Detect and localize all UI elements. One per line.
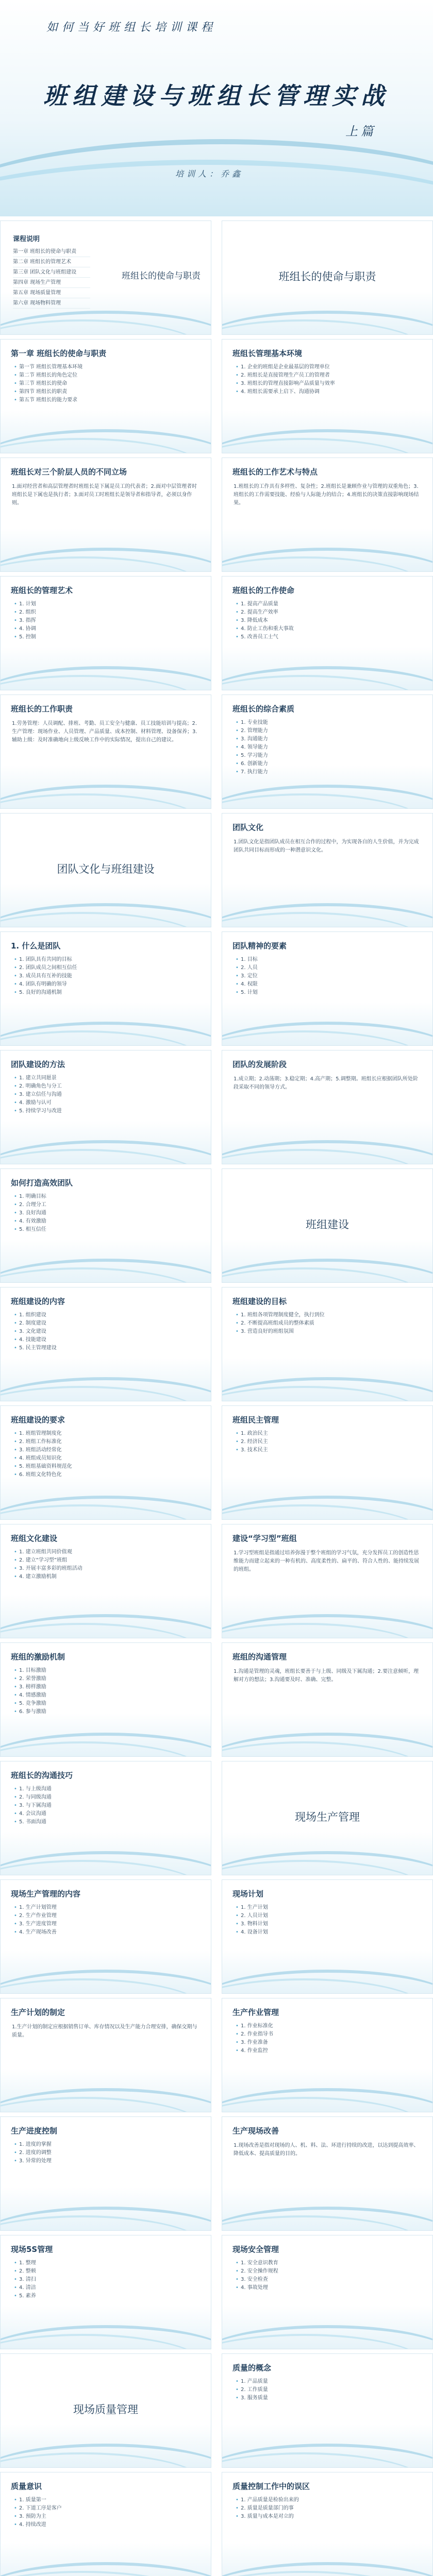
- slide-title: 班组民主管理: [232, 1415, 279, 1425]
- bullet-item: • 7. 执行能力: [236, 768, 422, 776]
- bullet-item: • 1. 建立共同愿景: [14, 1074, 201, 1082]
- bullet-item: • 4. 防止工伤和重大事故: [236, 625, 422, 633]
- bullet-item: • 1. 与上级沟通: [14, 1785, 201, 1793]
- bullet-item: • 5. 学习能力: [236, 752, 422, 760]
- bullet-item: • 3. 建立信任与沟通: [14, 1091, 201, 1099]
- bullet-item: • 1. 生产计划: [236, 1904, 422, 1912]
- bullet-list: [14, 956, 201, 997]
- bullet-item: • 2. 进度的调整: [14, 2149, 201, 2157]
- bullet-item: • 2. 合理分工: [14, 1201, 201, 1209]
- section-title: 团队文化与班组建设: [57, 863, 155, 875]
- bullet-item: • 第四节 班组长的职责: [14, 388, 201, 396]
- slide-title: 班组建设的内容: [11, 1297, 65, 1306]
- bullet-item: • 3. 良好沟通: [14, 1209, 201, 1217]
- slide: [0, 1761, 211, 1875]
- bullet-item: • 3. 质量与成本是对立的: [236, 2513, 422, 2521]
- bullet-item: • 1. 目标: [236, 956, 422, 964]
- bullet-list: [14, 1785, 201, 1826]
- bullet-item: • 4. 会议沟通: [14, 1810, 201, 1818]
- bullet-item: • 2. 工作质量: [236, 2386, 422, 2394]
- bullet-item: • 5. 良好的沟通机制: [14, 989, 201, 997]
- slide: [222, 221, 433, 335]
- slide-title: 团队精神的要素: [232, 941, 287, 951]
- slide: [222, 1879, 433, 1994]
- bullet-item: • 5. 控制: [14, 633, 201, 641]
- bullet-item: • 2. 制度建设: [14, 1319, 201, 1328]
- slide: [0, 694, 211, 809]
- slide: [222, 2353, 433, 2468]
- bullet-item: • 5. 素养: [14, 2292, 201, 2300]
- bullet-item: • 2. 下道工序是客户: [14, 2504, 201, 2513]
- slide-title: 质量意识: [11, 2482, 42, 2491]
- bullet-item: • 1. 生产计划管理: [14, 1904, 201, 1912]
- slide-title: 现场5S管理: [11, 2245, 53, 2254]
- slide-title: 建设“学习型”班组: [232, 1534, 297, 1543]
- bullet-list: [14, 2496, 201, 2529]
- section-title: 班组长的使命与职责: [278, 270, 376, 283]
- bullet-item: • 3. 技术民主: [236, 1446, 422, 1454]
- bullet-item: • 5. 竞争激励: [14, 1700, 201, 1708]
- bullet-item: • 6. 参与激励: [14, 1708, 201, 1716]
- slide: [222, 1998, 433, 2112]
- bullet-item: • 1. 产品质量: [236, 2378, 422, 2386]
- bullet-item: • 第五节 班组长的能力要求: [14, 396, 201, 404]
- bullet-item: • 2. 班组工作标准化: [14, 1438, 201, 1446]
- bullet-item: • 6. 创新能力: [236, 760, 422, 768]
- bullet-item: • 5. 民主管理建设: [14, 1344, 201, 1352]
- bullet-item: • 2. 荣誉激励: [14, 1675, 201, 1683]
- slide-title: 团队建设的方法: [11, 1060, 65, 1069]
- bullet-item: • 2. 人员计划: [236, 1912, 422, 1920]
- section-title: 现场生产管理: [295, 1811, 360, 1823]
- slide-grid: [0, 216, 433, 2576]
- bullet-item: • 3. 开展丰富多彩的班组活动: [14, 1565, 201, 1573]
- bullet-item: • 3. 班组长的管理直接影响产品质量与效率: [236, 380, 422, 388]
- bullet-item: • 4. 权限: [236, 980, 422, 989]
- bullet-item: • 3. 物料计划: [236, 1920, 422, 1928]
- slide: [222, 1168, 433, 1283]
- bullet-item: • 2. 不断提高班组成员的整体素质: [236, 1319, 422, 1328]
- bullet-item: • 4. 情感激励: [14, 1691, 201, 1700]
- slide: [0, 931, 211, 1046]
- slide: [0, 1879, 211, 1994]
- slide-paragraph: 1.劳务管理：人员调配、排班、考勤、员工安全与健康、员工技能培训与提高；2.生产管理：现场作业、人员管理、产品质量、成本控制、材料管理、设备保养；3.辅助上级：及时准确地向上级反映工作中的实际情况，提出自己的建议。: [12, 721, 197, 743]
- bullet-item: • 5. 改善员工士气: [236, 633, 422, 641]
- toc-item: 第一章 班组长的使命与职责: [13, 247, 90, 257]
- slide: [0, 1287, 211, 1401]
- bullet-item: • 1. 企业的班组是企业最基层的管理单位: [236, 363, 422, 371]
- bullet-item: • 5. 书面沟通: [14, 1818, 201, 1826]
- bullet-list: [236, 363, 422, 396]
- slide-title: 生产进度控制: [11, 2126, 58, 2136]
- bullet-item: • 6. 班组文化特色化: [14, 1471, 201, 1479]
- slide-paragraph: 1.生产计划的制定应根据销售订单、库存情况以及生产能力合理安排，确保交期与质量。: [12, 2024, 197, 2038]
- slide: [0, 1405, 211, 1520]
- slide: [222, 1524, 433, 1638]
- bullet-item: • 1. 班组管理制度化: [14, 1430, 201, 1438]
- slide: [0, 221, 211, 335]
- slide-paragraph: 1.成立期；2.动荡期；3.稳定期；4.高产期；5.调整期。班组长应根据团队所处阶段采取不同的领导方式。: [234, 1076, 418, 1090]
- bullet-item: • 3. 安全检查: [236, 2276, 422, 2284]
- slide-title: 1. 什么是团队: [11, 941, 61, 951]
- slide-paragraph: 1.沟通是管理的灵魂，班组长要善于与上级、同级及下属沟通；2.要注意倾听，理解对方的想法；3.沟通要及时、准确、完整。: [234, 1669, 419, 1683]
- slide-paragraph: 1.学习型班组是指通过培养弥漫于整个班组的学习气氛，充分发挥员工的创造性思维能力而建立起来的一种有机的、高度柔性的、扁平的、符合人性的、能持续发展的班组。: [234, 1550, 419, 1572]
- toc-side-title: 班组长的使命与职责: [122, 271, 201, 281]
- bullet-item: • 第二节 班组长的角色定位: [14, 371, 201, 380]
- bullet-item: • 2. 班组长是直接管理生产员工的管理者: [236, 371, 422, 380]
- bullet-item: • 4. 班组成员知识化: [14, 1454, 201, 1463]
- cover-presenter: 培训人：乔鑫: [175, 169, 244, 179]
- bullet-list: [14, 1311, 201, 1352]
- bullet-item: • 3. 榜样激励: [14, 1683, 201, 1691]
- slide: [222, 1050, 433, 1164]
- slide: [0, 2353, 211, 2468]
- slide: [222, 576, 433, 690]
- slide-title: 班组长的工作艺术与特点: [232, 467, 318, 477]
- slide-title: 生产现场改善: [232, 2126, 279, 2136]
- bullet-item: • 3. 降低成本: [236, 617, 422, 625]
- bullet-item: • 4. 作业监控: [236, 2047, 422, 2055]
- bullet-item: • 3. 成员具有互补的技能: [14, 972, 201, 980]
- bullet-item: • 2. 生产作业管理: [14, 1912, 201, 1920]
- slide-title: 质量控制工作中的误区: [232, 2482, 310, 2491]
- bullet-list: [14, 1074, 201, 1115]
- bullet-item: • 2. 整顿: [14, 2267, 201, 2276]
- cover-subtitle: 如何当好班组长培训课程: [46, 21, 217, 34]
- bullet-list: [14, 2259, 201, 2300]
- slide: [222, 1405, 433, 1520]
- bullet-item: • 4. 协调: [14, 625, 201, 633]
- slide: [222, 457, 433, 572]
- bullet-item: • 1. 提高产品质量: [236, 600, 422, 608]
- slide-title: 班组长管理基本环境: [232, 349, 303, 358]
- bullet-item: • 2. 明确角色与分工: [14, 1082, 201, 1091]
- bullet-item: • 5. 班组基础资料规范化: [14, 1463, 201, 1471]
- bullet-item: • 1. 进度的掌握: [14, 2141, 201, 2149]
- slide: [222, 1642, 433, 1757]
- bullet-item: • 4. 设备计划: [236, 1928, 422, 1937]
- bullet-list: [236, 600, 422, 641]
- bullet-item: • 3. 与下属沟通: [14, 1802, 201, 1810]
- bullet-list: [14, 1548, 201, 1581]
- bullet-item: • 2. 管理能力: [236, 727, 422, 735]
- slide-title: 班组建设的目标: [232, 1297, 287, 1306]
- bullet-item: • 第一节 班组长管理基本环境: [14, 363, 201, 371]
- bullet-list: [236, 956, 422, 997]
- bullet-item: • 1. 明确目标: [14, 1193, 201, 1201]
- slide: [0, 339, 211, 453]
- slide: [0, 1998, 211, 2112]
- bullet-item: • 2. 组织: [14, 608, 201, 617]
- bullet-item: • 4. 激励与认可: [14, 1099, 201, 1107]
- toc-item: 第四章 现场生产管理: [13, 278, 90, 288]
- bullet-item: • 1. 建立班组共同价值观: [14, 1548, 201, 1556]
- bullet-item: • 2. 团队成员之间相互信任: [14, 964, 201, 972]
- slide: [222, 2472, 433, 2576]
- bullet-item: • 3. 预防为主: [14, 2513, 201, 2521]
- slide: [0, 1050, 211, 1164]
- bullet-item: • 1. 计划: [14, 600, 201, 608]
- bullet-item: • 4. 技能建设: [14, 1336, 201, 1344]
- toc-list: [13, 247, 90, 309]
- bullet-item: • 3. 清扫: [14, 2276, 201, 2284]
- bullet-list: [14, 1430, 201, 1479]
- bullet-item: • 1. 政治民主: [236, 1430, 422, 1438]
- section-title: 班组建设: [306, 1218, 349, 1231]
- slide-title: 现场生产管理的内容: [11, 1889, 81, 1899]
- cover-volume: 上篇: [345, 124, 376, 139]
- bullet-item: • 2. 质量是质量部门的事: [236, 2504, 422, 2513]
- slide-title: 第一章 班组长的使命与职责: [11, 349, 107, 358]
- slide-title: 班组长的工作职责: [11, 704, 73, 714]
- bullet-list: [14, 1904, 201, 1937]
- slide: [0, 2472, 211, 2576]
- bullet-item: • 3. 营造良好的班组氛围: [236, 1328, 422, 1336]
- slide-title: 团队的发展阶段: [232, 1060, 287, 1069]
- bullet-list: [236, 1430, 422, 1454]
- bullet-list: [14, 2141, 201, 2165]
- bullet-item: • 4. 持续改进: [14, 2521, 201, 2529]
- slide: [0, 457, 211, 572]
- bullet-list: [236, 719, 422, 776]
- slide: [222, 694, 433, 809]
- slide: [0, 813, 211, 927]
- slide-title: 班组长的综合素质: [232, 704, 295, 714]
- bullet-list: [236, 1311, 422, 1336]
- bullet-item: • 4. 生产现场改善: [14, 1928, 201, 1937]
- slide-title: 班组的沟通管理: [232, 1652, 287, 1662]
- slide-title: 班组的激励机制: [11, 1652, 65, 1662]
- slide-title: 班组长的沟通技巧: [11, 1771, 73, 1780]
- bullet-list: [236, 2378, 422, 2402]
- bullet-item: • 1. 作业标准化: [236, 2022, 422, 2030]
- bullet-item: • 4. 团队有明确的领导: [14, 980, 201, 989]
- bullet-item: • 3. 指挥: [14, 617, 201, 625]
- slide: [222, 339, 433, 453]
- bullet-list: [236, 2259, 422, 2292]
- bullet-item: • 3. 生产进度管理: [14, 1920, 201, 1928]
- slide-title: 现场计划: [232, 1889, 264, 1899]
- bullet-item: • 1. 组织建设: [14, 1311, 201, 1319]
- slide: [222, 1761, 433, 1875]
- slide-paragraph: 1.班组长的工作具有多样性、复杂性；2.班组长是兼顾作业与管理的双重角色；3.班组长的工作需要技能、经验与人际能力的结合；4.班组长的决策直接影响现场结果。: [234, 484, 419, 506]
- bullet-item: • 1. 团队具有共同的目标: [14, 956, 201, 964]
- cover-slide: [0, 0, 433, 216]
- bullet-item: • 1. 产品质量是检验出来的: [236, 2496, 422, 2504]
- slide-title: 生产计划的制定: [11, 2008, 65, 2017]
- bullet-list: [236, 2496, 422, 2521]
- bullet-item: • 5. 相互信任: [14, 1226, 201, 1234]
- slide-title: 质量的概念: [232, 2363, 272, 2372]
- slide-title: 班组建设的要求: [11, 1415, 65, 1425]
- slide: [0, 2235, 211, 2349]
- bullet-item: • 2. 与同级沟通: [14, 1793, 201, 1802]
- slide: [222, 931, 433, 1046]
- slide: [0, 1168, 211, 1283]
- bullet-list: [236, 1904, 422, 1937]
- bullet-item: • 2. 人员: [236, 964, 422, 972]
- slide: [222, 1287, 433, 1401]
- slide: [222, 2116, 433, 2231]
- bullet-item: • 4. 建立激励机制: [14, 1573, 201, 1581]
- slide: [222, 813, 433, 927]
- bullet-item: • 4. 清洁: [14, 2284, 201, 2292]
- bullet-item: • 5. 计划: [236, 989, 422, 997]
- slide-title: 班组长对三个阶层人员的不同立场: [11, 467, 127, 477]
- cover-title: 班组建设与班组长管理实战: [43, 82, 390, 110]
- bullet-item: • 1. 班组各项管理制度健全，执行到位: [236, 1311, 422, 1319]
- slide: [0, 576, 211, 690]
- bullet-list: [236, 2022, 422, 2055]
- bullet-item: • 第三节 班组长的使命: [14, 380, 201, 388]
- slide-paragraph: 1.团队文化是指团队成员在相互合作的过程中，为实现各自的人生价值，并为完成团队共同目标而形成的一种潜意识文化。: [234, 839, 419, 853]
- bullet-list: [14, 363, 201, 404]
- bullet-item: • 2. 建立“学习型”班组: [14, 1556, 201, 1565]
- bullet-item: • 1. 整理: [14, 2259, 201, 2267]
- bullet-item: • 3. 班组活动经常化: [14, 1446, 201, 1454]
- slide: [0, 2116, 211, 2231]
- bullet-item: • 2. 作业指导书: [236, 2030, 422, 2039]
- slide: [222, 2235, 433, 2349]
- bullet-item: • 3. 沟通能力: [236, 735, 422, 743]
- bullet-item: • 5. 持续学习与改进: [14, 1107, 201, 1115]
- toc-item: 第五章 现场质量管理: [13, 288, 90, 298]
- bullet-item: • 2. 经济民主: [236, 1438, 422, 1446]
- bullet-item: • 4. 班组长需要承上启下、沟通协调: [236, 388, 422, 396]
- slide-paragraph: 1.面对经营者和高层管理者时班组长是下属是员工的代表者；2.面对中层管理者时班组长是下属也是执行者；3.面对员工时班组长是领导者和指导者，必须以身作则。: [12, 484, 197, 506]
- bullet-list: [14, 600, 201, 641]
- slide: [0, 1642, 211, 1757]
- bullet-item: • 3. 文化建设: [14, 1328, 201, 1336]
- slide-title: 如何打造高效团队: [11, 1178, 73, 1188]
- bullet-item: • 3. 作业准备: [236, 2039, 422, 2047]
- toc-item: 第六章 现场物料管理: [13, 298, 90, 309]
- slide-title: 班组长的工作使命: [232, 586, 295, 595]
- bullet-list: [14, 1667, 201, 1716]
- slide-paragraph: 1.现场改善是指对现场的人、机、料、法、环进行持续的改进，以达到提高效率、降低成本、提高质量的目的。: [234, 2143, 419, 2157]
- bullet-list: [14, 1193, 201, 1234]
- bullet-item: • 2. 安全操作规程: [236, 2267, 422, 2276]
- bullet-item: • 4. 领导能力: [236, 743, 422, 752]
- toc-item: 第二章 班组长的管理艺术: [13, 257, 90, 267]
- slide-title: 班组长的管理艺术: [11, 586, 73, 595]
- bullet-item: • 1. 质量第一: [14, 2496, 201, 2504]
- bullet-item: • 4. 事故处理: [236, 2284, 422, 2292]
- toc-item: 第三章 团队文化与班组建设: [13, 267, 90, 278]
- bullet-item: • 3. 服务质量: [236, 2394, 422, 2402]
- toc-heading: 课程说明: [13, 235, 40, 243]
- bullet-item: • 1. 专业技能: [236, 719, 422, 727]
- bullet-item: • 4. 有效激励: [14, 1217, 201, 1226]
- bullet-item: • 1. 目标激励: [14, 1667, 201, 1675]
- slide-title: 生产作业管理: [232, 2008, 279, 2017]
- slide-title: 现场安全管理: [232, 2245, 279, 2254]
- slide-title: 班组文化建设: [11, 1534, 58, 1543]
- bullet-item: • 2. 提高生产效率: [236, 608, 422, 617]
- slide: [0, 1524, 211, 1638]
- slide-title: 团队文化: [232, 823, 264, 832]
- bullet-item: • 1. 安全意识教育: [236, 2259, 422, 2267]
- section-title: 现场质量管理: [73, 2403, 138, 2416]
- bullet-item: • 3. 异常的处理: [14, 2157, 201, 2165]
- bullet-item: • 3. 定位: [236, 972, 422, 980]
